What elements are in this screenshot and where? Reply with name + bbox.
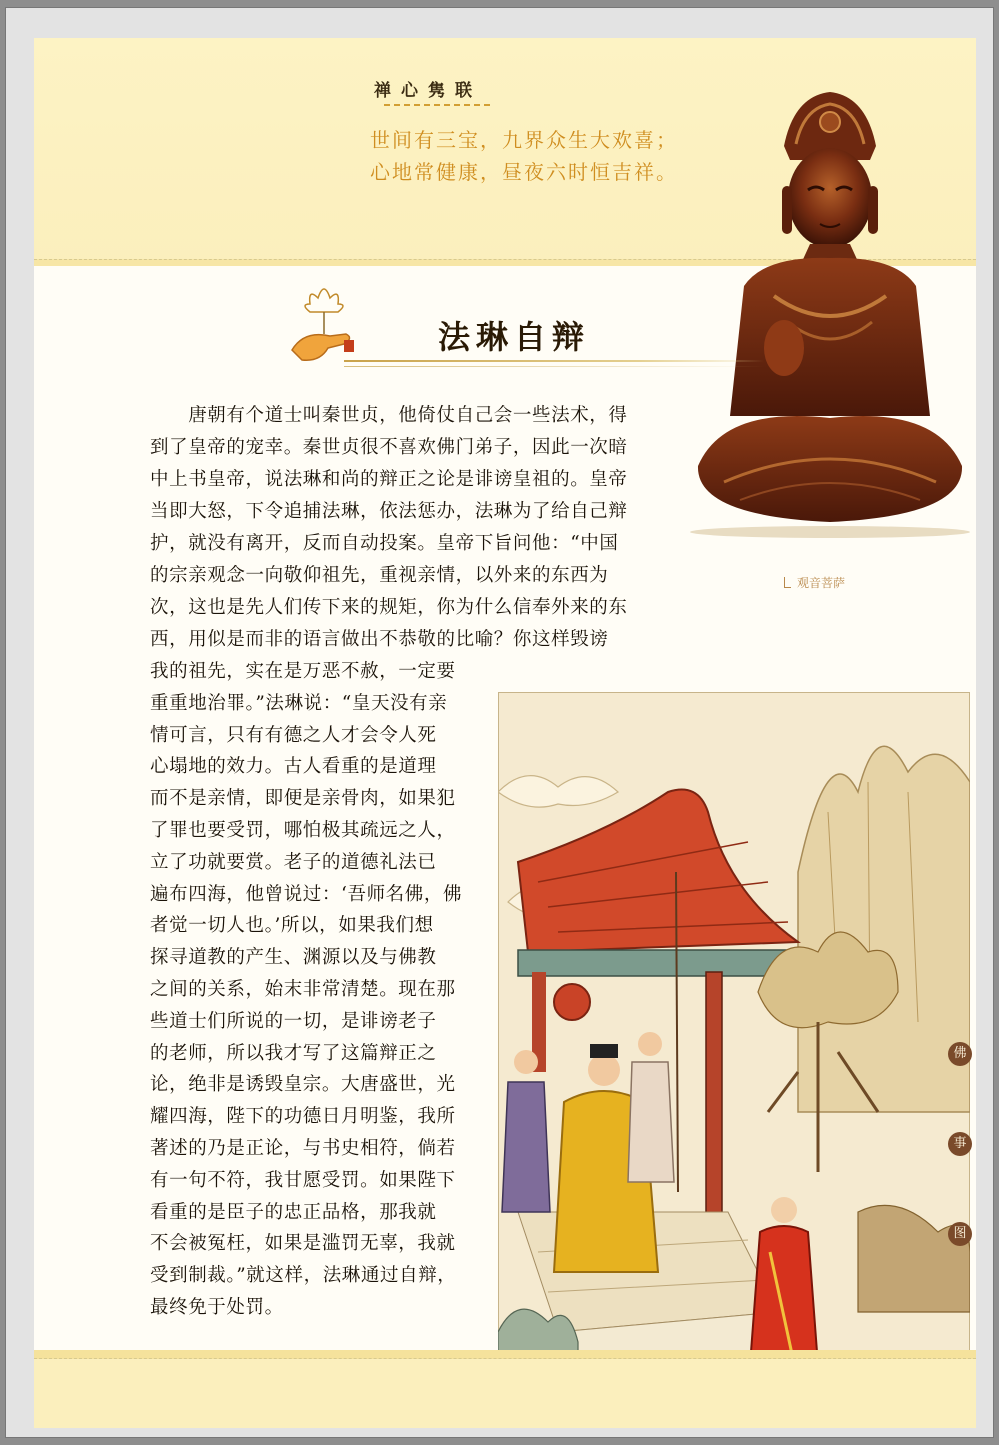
body-line: 心塌地的效力。古人看重的是道理 xyxy=(150,756,437,778)
body-line: 有一句不符，我甘愿受罚。如果陛下 xyxy=(150,1169,456,1191)
side-tab-char: 图 xyxy=(948,1222,972,1246)
body-line: 者觉一切人也。’所以，如果我们想 xyxy=(150,915,434,937)
lotus-hand-icon xyxy=(284,278,364,368)
body-line: 护，就没有离开，反而自动投案。皇帝下旨问他：“中国 xyxy=(150,533,619,554)
body-line: 当即大怒，下令追捕法琳，依法惩办，法琳为了给自己辩 xyxy=(150,501,628,522)
body-line: 不会被冤枉，如果是滥罚无辜，我就 xyxy=(150,1233,456,1255)
book-page xyxy=(34,38,976,1428)
body-line: 著述的乃是正论，与书史相符，倘若 xyxy=(150,1137,456,1159)
body-line: 看重的是臣子的忠正品格，那我就 xyxy=(150,1201,437,1223)
body-line: 最终免于处罚。 xyxy=(150,1296,284,1318)
article-body-narrow xyxy=(150,656,480,1324)
body-line: 我的祖先，实在是万恶不赦，一定要 xyxy=(150,661,456,682)
body-line: 唐朝有个道士叫秦世贞，他倚仗自己会一些法术，得 xyxy=(150,405,628,426)
body-line: 次，这也是先人们传下来的规矩，你为什么信奉外来的东 xyxy=(150,597,628,618)
caption-mark xyxy=(784,577,791,588)
body-line: 立了功就要赏。老子的道德礼法已 xyxy=(150,851,437,873)
photo-caption: 观音菩萨 xyxy=(784,574,845,591)
article-body-wide xyxy=(150,400,676,656)
page-frame xyxy=(6,8,993,1437)
body-line: 了罪也要受罚，哪怕极其疏远之人， xyxy=(150,819,456,841)
body-line: 遍布四海，他曾说过：‘吾师名佛，佛 xyxy=(150,883,463,905)
body-line: 些道士们所说的一切，是诽谤老子 xyxy=(150,1010,437,1032)
body-line: 到了皇帝的宠幸。秦世贞很不喜欢佛门弟子，因此一次暗 xyxy=(150,437,628,458)
article-title: 法琳自辩 xyxy=(438,318,591,356)
body-line: 而不是亲情，即便是亲骨肉，如果犯 xyxy=(150,788,456,810)
footer-divider xyxy=(34,1350,976,1359)
side-tab-char: 事 xyxy=(948,1132,972,1156)
article-title-area xyxy=(284,278,724,378)
body-line: 的宗亲观念一向敬仰祖先，重视亲情，以外来的东西为 xyxy=(150,565,609,586)
body-line: 之间的关系，始末非常清楚。现在那 xyxy=(150,978,456,1000)
body-line: 受到制裁。”就这样，法琳通过自辩， xyxy=(150,1265,457,1287)
verse-line-2: 心地常健康，昼夜六时恒吉祥。 xyxy=(370,160,678,184)
body-line: 重重地治罪。”法琳说：“皇天没有亲 xyxy=(150,692,448,714)
series-title-underline xyxy=(384,104,494,106)
body-line: 论，绝非是诱毁皇宗。大唐盛世，光 xyxy=(150,1074,456,1096)
verse-line-1: 世间有三宝，九界众生大欢喜； xyxy=(370,128,678,152)
body-line: 探寻道教的产生、渊源以及与佛教 xyxy=(150,947,437,969)
footer-band xyxy=(34,1350,976,1428)
series-title: 禅心隽联 xyxy=(374,76,482,101)
side-tab-char: 佛 xyxy=(948,1042,972,1066)
title-rule-thin xyxy=(344,366,764,367)
body-line: 西，用似是而非的语言做出不恭敬的比喻？你这样毁谤 xyxy=(150,629,609,650)
body-line: 中上书皇帝，说法琳和尚的辩正之论是诽谤皇祖的。皇帝 xyxy=(150,469,628,490)
title-rule xyxy=(344,360,764,362)
body-line: 情可言，只有有德之人才会令人死 xyxy=(150,724,437,746)
body-line: 耀四海，陛下的功德日月明鉴，我所 xyxy=(150,1106,456,1128)
body-line: 的老师，所以我才写了这篇辩正之 xyxy=(150,1042,437,1064)
guanyin-statue-photo xyxy=(684,86,976,540)
court-scene-painting xyxy=(498,692,970,1428)
